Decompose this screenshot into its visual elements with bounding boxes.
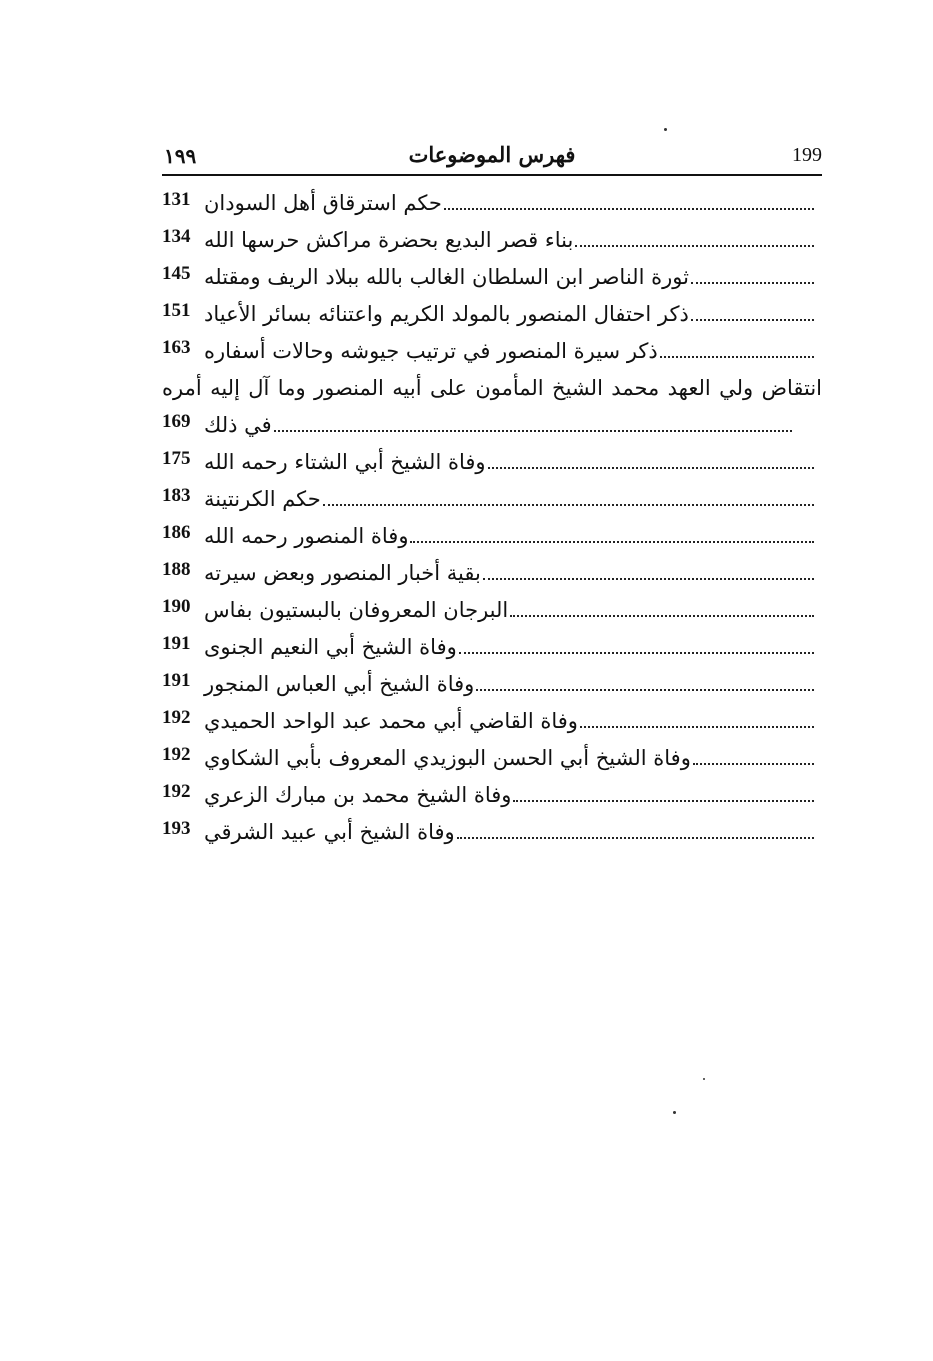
table-of-contents [162, 184, 822, 850]
toc-title: بناء قصر البديع بحضرة مراكش حرسها الله [204, 227, 574, 252]
dot-leader [691, 319, 814, 321]
dot-leader [457, 837, 814, 839]
page-number-latin: 199 [792, 144, 822, 166]
dot-leader [488, 467, 814, 469]
toc-page-number: 192 [162, 707, 191, 728]
toc-page-number: 186 [162, 522, 191, 543]
toc-page-number: 183 [162, 485, 191, 506]
toc-page-number: 188 [162, 559, 191, 580]
dot-leader [575, 245, 814, 247]
toc-entry [162, 221, 822, 258]
toc-page-number: 175 [162, 448, 191, 469]
toc-entry [162, 739, 822, 776]
toc-page-number: 145 [162, 263, 191, 284]
toc-title: وفاة الشيخ أبي العباس المنجور [204, 671, 475, 696]
toc-title: البرجان المعروفان بالبستيون بفاس [204, 597, 509, 622]
dot-leader [660, 356, 814, 358]
dot-leader [323, 504, 814, 506]
toc-title: حكم الكرنتينة [204, 486, 321, 511]
toc-entry [162, 702, 822, 739]
toc-title: بقية أخبار المنصور وبعض سيرته [204, 560, 481, 585]
toc-entry [162, 184, 822, 221]
toc-title: ثورة الناصر ابن السلطان الغالب بالله ببلاد الريف ومقتله [204, 264, 689, 289]
toc-entry [162, 443, 822, 480]
dot-leader [510, 615, 814, 617]
toc-page-number: 131 [162, 189, 191, 210]
dot-leader [459, 652, 814, 654]
toc-title: ذكر سيرة المنصور في ترتيب جيوشه وحالات أسفاره [204, 338, 658, 363]
toc-title: ذكر احتفال المنصور بالمولد الكريم واعتنائه بسائر الأعياد [204, 301, 689, 326]
dot-leader [410, 541, 814, 543]
toc-entry [162, 813, 822, 850]
dot-leader [693, 763, 814, 765]
toc-entry [162, 665, 822, 702]
toc-title: انتقاض ولي العهد محمد الشيخ المأمون على أبيه المنصور وما آل إليه أمره [162, 375, 822, 400]
toc-page-number: 193 [162, 818, 191, 839]
toc-entry [162, 628, 822, 665]
toc-entry [162, 776, 822, 813]
page-number-arabic: ١٩٩ [164, 144, 197, 168]
dot-leader [444, 208, 814, 210]
scan-speck [673, 1111, 676, 1114]
toc-entry [162, 480, 822, 517]
toc-entry [162, 332, 822, 369]
toc-title: وفاة الشيخ أبي الحسن البوزيدي المعروف بأبي الشكاوي [204, 745, 691, 770]
toc-title: في ذلك [204, 412, 272, 437]
dot-leader [274, 430, 792, 432]
toc-page-number: 169 [162, 411, 191, 432]
toc-page-number: 191 [162, 633, 191, 654]
toc-title: وفاة الشيخ أبي النعيم الجنوى [204, 634, 457, 659]
toc-page-number: 192 [162, 744, 191, 765]
toc-entry [162, 517, 822, 554]
toc-page-number: 134 [162, 226, 191, 247]
dot-leader [691, 282, 814, 284]
toc-title: وفاة القاضي أبي محمد عبد الواحد الحميدي [204, 708, 578, 733]
toc-page-number: 163 [162, 337, 191, 358]
toc-page-number: 151 [162, 300, 191, 321]
page-header [162, 138, 822, 176]
toc-entry-continuation [162, 406, 822, 443]
toc-page-number: 192 [162, 781, 191, 802]
toc-entry [162, 554, 822, 591]
toc-page-number: 190 [162, 596, 191, 617]
scan-speck [664, 128, 667, 131]
toc-title: وفاة الشيخ أبي الشتاء رحمه الله [204, 449, 486, 474]
toc-entry [162, 258, 822, 295]
toc-title: وفاة الشيخ أبي عبيد الشرقي [204, 819, 455, 844]
dot-leader [513, 800, 814, 802]
page-title: فهرس الموضوعات [408, 142, 576, 167]
toc-entry [162, 591, 822, 628]
toc-entry [162, 295, 822, 332]
toc-title: وفاة الشيخ محمد بن مبارك الزعري [204, 782, 512, 807]
toc-title: حكم استرقاق أهل السودان [204, 190, 442, 215]
dot-leader [476, 689, 814, 691]
toc-page-number: 191 [162, 670, 191, 691]
toc-title: وفاة المنصور رحمه الله [204, 523, 409, 548]
toc-entry-wrapped [162, 369, 822, 406]
dot-leader [580, 726, 814, 728]
dot-leader [483, 578, 814, 580]
scan-speck [703, 1078, 705, 1080]
